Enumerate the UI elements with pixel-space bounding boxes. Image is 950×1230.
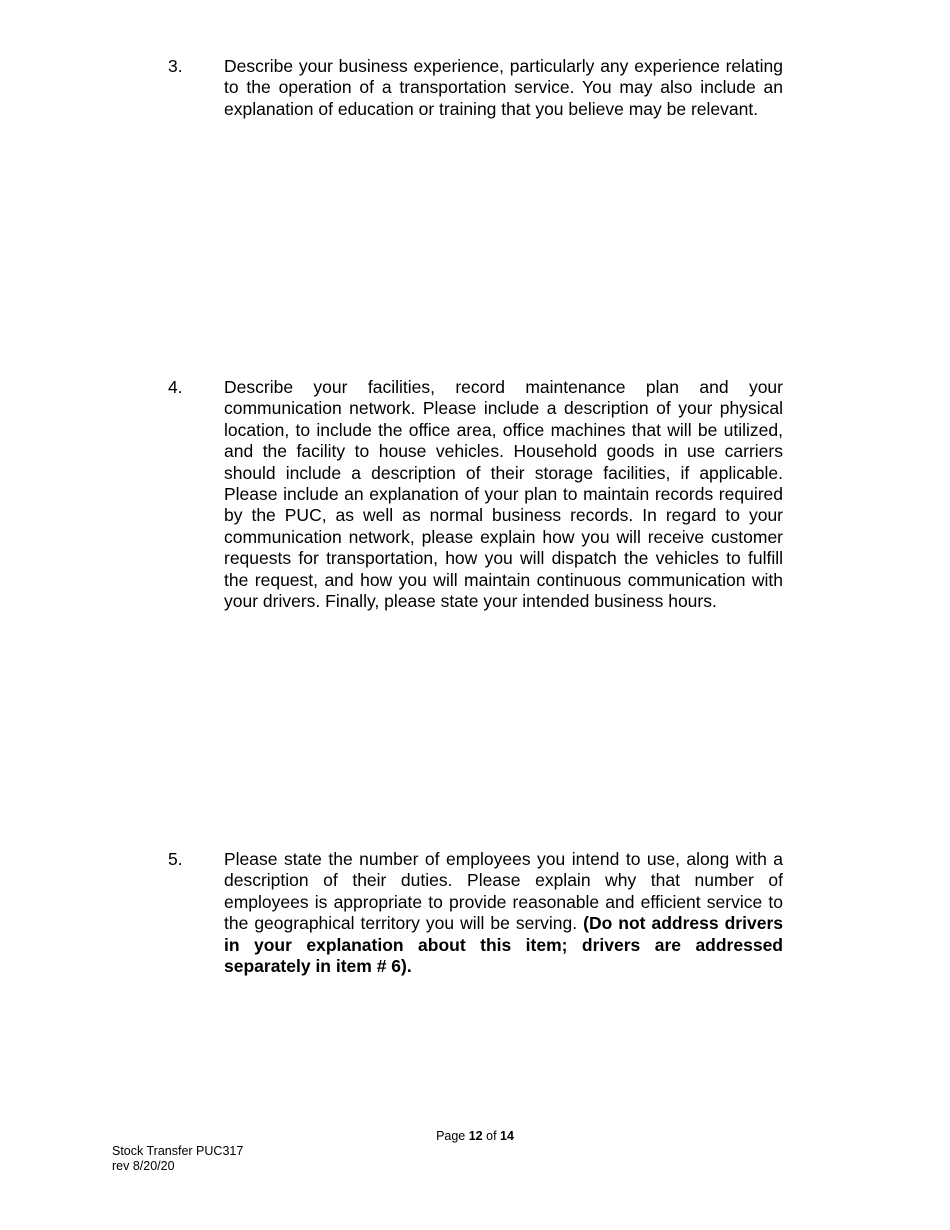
question-4	[168, 377, 783, 612]
question-5-text	[224, 849, 783, 977]
page-total: 14	[500, 1129, 514, 1143]
page-current: 12	[468, 1129, 483, 1143]
question-3-text: Describe your business experience, particularly any experience relating to the operation of a transportation service. You may also include an explanation of education or training that you believe may be relevant.	[224, 56, 783, 119]
form-footer	[112, 1144, 243, 1174]
page-separator: of	[482, 1129, 501, 1143]
question-3-number: 3.	[168, 56, 183, 76]
page-prefix: Page	[436, 1129, 469, 1143]
form-name: Stock Transfer PUC317	[112, 1144, 244, 1158]
question-3	[168, 56, 783, 120]
form-revision: rev 8/20/20	[112, 1159, 175, 1173]
question-4-number: 4.	[168, 377, 183, 397]
question-5-number: 5.	[168, 849, 183, 869]
question-5	[168, 849, 783, 977]
page-number	[0, 1129, 950, 1143]
question-5-bold-note: (Do not address drivers in your explanation about this item; drivers are addressed separately in item # 6).	[224, 913, 783, 977]
question-4-text: Describe your facilities, record maintenance plan and your communication network. Please include a description of your physical location, to include the office area, office machines that will be utilized, and the facility to house vehicles. Household goods in use carriers should include a description of their storage facilities, if applicable. Please include an explanation of your plan to maintain records required by the PUC, as well as normal business records. In regard to your communication network, please explain how you will receive customer requests for transportation, how you will dispatch the vehicles to fulfill the request, and how you will maintain continuous communication with your drivers. Finally, please state your intended business hours.	[224, 377, 783, 612]
question-5-body: Please state the number of employees you intend to use, along with a description of their duties. Please explain why that number of employees is appropriate to provide reasonable and efficient service to the geographical territory you will be serving.	[224, 849, 783, 934]
